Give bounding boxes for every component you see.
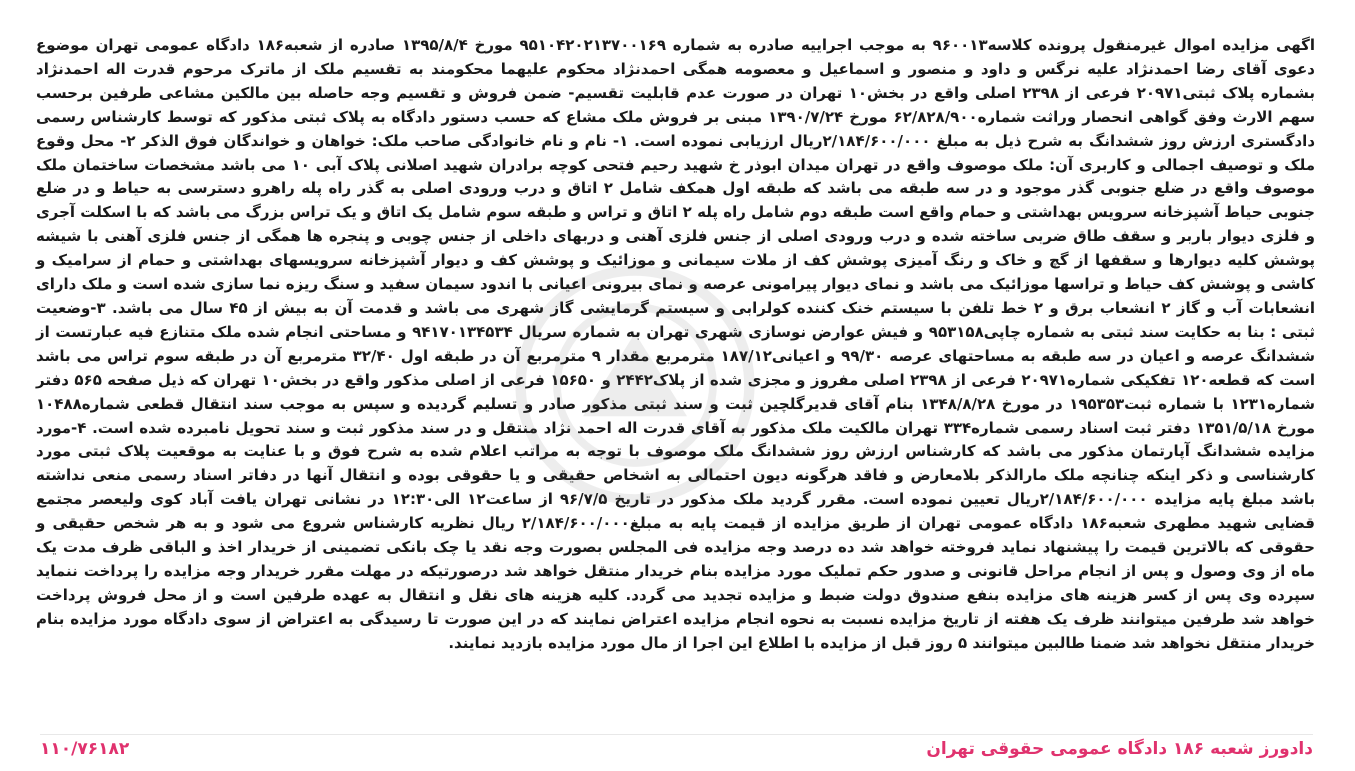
court-signature: دادورز شعبه ۱۸۶ دادگاه عمومی حقوقی تهران bbox=[926, 739, 1313, 759]
reference-number: ۱۱۰/۷۶۱۸۲ bbox=[40, 739, 130, 759]
notice-body: اگهی مزایده اموال غیرمنقول پرونده کلاسه۹۶۰۰۱۳ به موجب اجراییه صادره به شماره ۹۵۱۰۴۲۰۲۱۳۷۰۰۱۶۹ مورخ ۱۳۹۵/۸/۴ صادره از شعبه۱۸۶ دادگاه عمومی تهران موضوع دعوی آقای رضا احمدنژاد علیه نرگس و داود و منصور و اسماعیل و معصومه همگی احمدنژاد محکوم علیهما محکومند به تقسیم ملک از ماترک مرحوم قدرت اله احمدنژاد بشماره پلاک ثبتی۲۰۹۷۱ فرعی از ۲۳۹۸ اصلی واقع در بخش۱۰ تهران در صورت عدم قابلیت تقسیم- ضمن فروش و تقسیم وجه حاصله بین مالکین مشاعی طرفین برحسب سهم الارث وفق گواهی انحصار وراثت شماره۶۲/۸۲۸/۹۰۰ مورخ ۱۳۹۰/۷/۲۴ مبنی بر فروش ملک مشاع که حسب دستور دادگاه به پلاک ثبتی مذکور که توسط کارشناس رسمی دادگستری ارزش روز ششدانگ به شرح ذیل به مبلغ ۲/۱۸۴/۶۰۰/۰۰۰ریال ارزیابی نموده است. ۱- نام و نام خانوادگی صاحب ملک: خواهان و خواندگان فوق الذکر ۲- محل وقوع ملک و توصیف اجمالی و کاربری آن: ملک موصوف واقع در تهران میدان ابوذر خ شهید رحیم فتحی کوچه برادران شهید اصلانی پلاک آبی ۱۰ می باشد مشخصات ساختمان ملک موصوف واقع در ضلع جنوبی گذر موجود و در سه طبقه می باشد که طبقه اول همکف شامل ۲ اتاق و درب ورودی اصلی به گذر راه پله راهرو دسترسی به حیاط و در ضلع جنوبی حیاط آشپزخانه سرویس بهداشتی و حمام واقع است طبقه دوم شامل راه پله ۲ اتاق و تراس و طبقه سوم شامل یک اتاق و یک تراس بزرگ می باشد که با اسکلت آجری و فلزی دیوار باربر و سقف طاق ضربی ساخته شده و درب ورودی اصلی از جنس فلزی آهنی و دربهای داخلی از جنس چوبی و پنجره ها همگی از جنس فلزی آهنی با شیشه پوشش کلیه دیوارها و سقفها از گچ و خاک و رنگ آمیزی پوشش کف از ملات سیمانی و موزائیک و پوشش کف و دیوار آشپزخانه سرویسهای بهداشتی و حمام از سرامیک و کاشی و پوشش کف حیاط و تراسها موزائیک می باشد و نمای دیوار پیرامونی عرصه و نمای بیرونی اعیانی با اندود سیمان سفید و سنگ ریزه نما سازی شده است و ملک دارای انشعابات آب و گاز ۲ انشعاب برق و ۲ خط تلفن با سیستم خنک کننده کولرابی و سیستم گرمایشی گاز شهری می باشد و قدمت آن به بیش از ۴۵ سال می باشد. ۳-وضعیت ثبتی : بنا به حکایت سند ثبتی به شماره چاپی۹۵۳۱۵۸ و فیش عوارض نوسازی شهری تهران به شماره سریال ۹۴۱۷۰۱۳۴۵۳۴ و مساحتی انجام شده ملک متنازع فیه عبارتست از ششدانگ عرصه و اعیان در سه طبقه به مساحتهای عرصه ۹۹/۳۰ و اعیانی۱۸۷/۱۲ مترمربع مقدار ۹ مترمربع آن در طبقه اول ۳۲/۴۰ مترمربع آن در طبقه سوم تراس می باشد است که قطعه۱۲۰ تفکیکی شماره۲۰۹۷۱ فرعی از ۲۳۹۸ اصلی مفروز و مجزی شده از پلاک۲۴۴۲ و ۱۵۶۵۰ فرعی از اصلی مذکور واقع در بخش۱۰ تهران که ذیل صفحه ۵۶۵ دفتر شماره۱۲۳۱ با شماره ثبت۱۹۵۳۵۳ در مورخ ۱۳۴۸/۸/۲۸ بنام آقای قدیرگلچین ثبت و سند ثبتی مذکور صادر و تسلیم گردیده و سپس به موجب سند انتقال قطعی شماره۱۰۴۸۸ مورخ ۱۳۵۱/۵/۱۸ دفتر ثبت اسناد رسمی شماره۳۳۴ تهران مالکیت ملک مذکور به آقای قدرت اله احمد نژاد منتقل و در سند مذکور ثبت و سند تحویل نامبرده شده است. ۴-مورد مزایده ششدانگ آپارتمان مذکور می باشد که کارشناس ارزش روز ششدانگ ملک موصوف با توجه به مراتب اعلام شده به شرح فوق و با عنایت به موقعیت پلاک ثبتی مورد کارشناسی و ذکر اینکه چنانچه ملک مارالذکر بلامعارض و فاقد هرگونه دیون احتمالی به اشخاص حقیقی و یا حقوقی بوده و انتقال آنها در دفاتر اسناد رسمی منعی نداشته باشد مبلغ پایه مزایده ۲/۱۸۴/۶۰۰/۰۰۰ریال تعیین نموده است. مقرر گردید ملک مذکور در تاریخ ۹۶/۷/۵ از ساعت۱۲ الی۱۲:۳۰ در نشانی تهران یافت آباد کوی ولیعصر مجتمع قضایی شهید مطهری شعبه۱۸۶ دادگاه عمومی تهران از طریق مزایده از قیمت پایه به مبلغ۲/۱۸۴/۶۰۰/۰۰۰ ریال نظریه کارشناس شروع می شود و به هر شخص حقیقی و حقوقی که بالاترین قیمت را پیشنهاد نماید فروخته خواهد شد ده درصد وجه مزایده فی المجلس بصورت وجه نقد یا چک بانکی تضمینی از خریدار اخذ و الباقی ظرف مدت یک ماه از وی وصول و پس از انجام مراحل قانونی و صدور حکم تملیک مورد مزایده بنام خریدار منتقل خواهد شد درصورتیکه در مهلت مقرر خریدار وجه مزایده را پرداخت ننماید سپرده وی پس از کسر هزینه های مزایده بنفع صندوق دولت ضبط و مزایده تجدید می گردد. کلیه هزینه های نقل و انتقال به عهده طرفین است و از محل فروش پرداخت خواهد شد طرفین میتوانند ظرف یک هفته از تاریخ مزایده نسبت به نحوه انجام مزایده اعتراض نمایند که در این صورت تا رسیدگی به اعتراض از سوی دادگاه مورد مزایده بنام خریدار منتقل نخواهد شد ضمنا طالبین میتوانند ۵ روز قبل از مزایده با اطلاع این اجرا از مال مورد مزایده بازدید نمایند. bbox=[36, 36, 1316, 652]
auction-notice bbox=[36, 34, 1315, 656]
notice-footer bbox=[40, 734, 1313, 763]
